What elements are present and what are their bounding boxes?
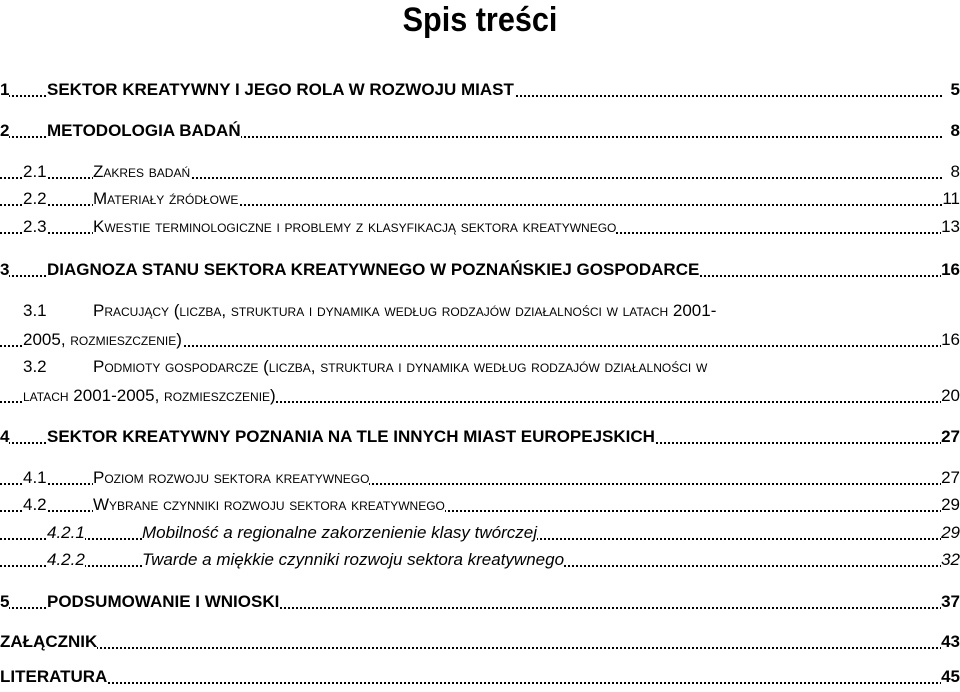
toc-entry-3[interactable] — [0, 255, 960, 285]
toc-entry-zalacznik[interactable] — [0, 627, 960, 657]
toc-entry-4[interactable] — [0, 422, 960, 452]
entry-number: 4.2.1 — [47, 518, 85, 548]
entry-title: Wybrane czynniki rozwoju sektora kreatywnego — [93, 490, 445, 520]
entry-page: 8 — [951, 157, 960, 187]
entry-number: 1 — [0, 75, 9, 105]
toc-entry-literatura[interactable] — [0, 662, 960, 692]
toc-entry-4-1[interactable] — [0, 463, 960, 493]
entry-title: SEKTOR KREATYWNY I JEGO ROLA W ROZWOJU MIAST — [47, 75, 514, 105]
entry-page: 8 — [951, 116, 960, 146]
entry-title-line1[interactable]: Podmioty gospodarcze (liczba, struktura i dynamika według rodzajów działalności w — [93, 357, 708, 376]
entry-page: 27 — [941, 422, 960, 452]
entry-title: DIAGNOZA STANU SEKTORA KREATYWNEGO W POZNAŃSKIEJ GOSPODARCE — [47, 255, 699, 285]
dot-leader — [0, 647, 942, 649]
entry-number: 2.1 — [23, 157, 47, 187]
entry-page: 45 — [941, 662, 960, 692]
entry-title: Twarde a miękkie czynniki rozwoju sektora kreatywnego — [142, 545, 564, 575]
entry-number: 5 — [0, 587, 9, 617]
entry-page: 5 — [951, 75, 960, 105]
entry-title-line2: 2005, rozmieszczenie) — [23, 325, 182, 355]
entry-title-line2: latach 2001-2005, rozmieszczenie) — [23, 381, 276, 411]
toc-entry-5[interactable] — [0, 587, 960, 617]
toc-entry-2-2[interactable] — [0, 184, 960, 214]
toc-entry-2[interactable] — [0, 116, 960, 146]
entry-page: 37 — [941, 587, 960, 617]
toc-entry-4-2-1[interactable] — [0, 518, 960, 548]
entry-page: 16 — [941, 255, 960, 285]
entry-number: 3.2 — [23, 357, 47, 376]
entry-page: 16 — [941, 325, 960, 355]
toc-entry-3-1[interactable] — [0, 325, 960, 355]
entry-number: 2.2 — [23, 184, 47, 214]
entry-title: Kwestie terminologiczne i problemy z klasyfikacją sektora kreatywnego — [93, 212, 616, 242]
entry-number: 4.2.2 — [47, 545, 85, 575]
entry-title-line1[interactable]: Pracujący (liczba, struktura i dynamika według rodzajów działalności w latach 2001- — [93, 301, 717, 320]
entry-page: 29 — [941, 490, 960, 520]
entry-page: 43 — [941, 627, 960, 657]
entry-number: 3.1 — [23, 301, 47, 320]
entry-title: Mobilność a regionalne zakorzenienie klasy twórczej — [142, 518, 537, 548]
entry-number: 2.3 — [23, 212, 47, 242]
entry-title: SEKTOR KREATYWNY POZNANIA NA TLE INNYCH MIAST EUROPEJSKICH — [47, 422, 655, 452]
toc-entry-4-2[interactable] — [0, 490, 960, 520]
entry-page: 32 — [941, 545, 960, 575]
entry-title: Zakres badań — [93, 157, 190, 187]
entry-number: 4.2 — [23, 490, 47, 520]
toc-entry-4-2-2[interactable] — [0, 545, 960, 575]
entry-title: LITERATURA — [0, 662, 107, 692]
entry-number: 4 — [0, 422, 9, 452]
entry-title: ZAŁĄCZNIK — [0, 627, 97, 657]
entry-page: 20 — [941, 381, 960, 411]
entry-number: 4.1 — [23, 463, 47, 493]
entry-page: 29 — [941, 518, 960, 548]
toc-entry-2-3[interactable] — [0, 212, 960, 242]
toc-entry-3-2[interactable] — [0, 381, 960, 411]
toc-entry-2-1[interactable] — [0, 157, 960, 187]
entry-page: 13 — [941, 212, 960, 242]
toc-entry-1[interactable] — [0, 75, 960, 105]
entry-number: 2 — [0, 116, 9, 146]
entry-title: METODOLOGIA BADAŃ — [47, 116, 241, 146]
entry-title: Poziom rozwoju sektora kreatywnego — [93, 463, 369, 493]
entry-page: 11 — [942, 184, 960, 214]
entry-page: 27 — [941, 463, 960, 493]
toc-title: Spis treści — [402, 1, 558, 39]
entry-title: PODSUMOWANIE I WNIOSKI — [47, 587, 279, 617]
dot-leader — [0, 682, 942, 684]
entry-number: 3 — [0, 255, 9, 285]
entry-title: Materiały źródłowe — [93, 184, 238, 214]
